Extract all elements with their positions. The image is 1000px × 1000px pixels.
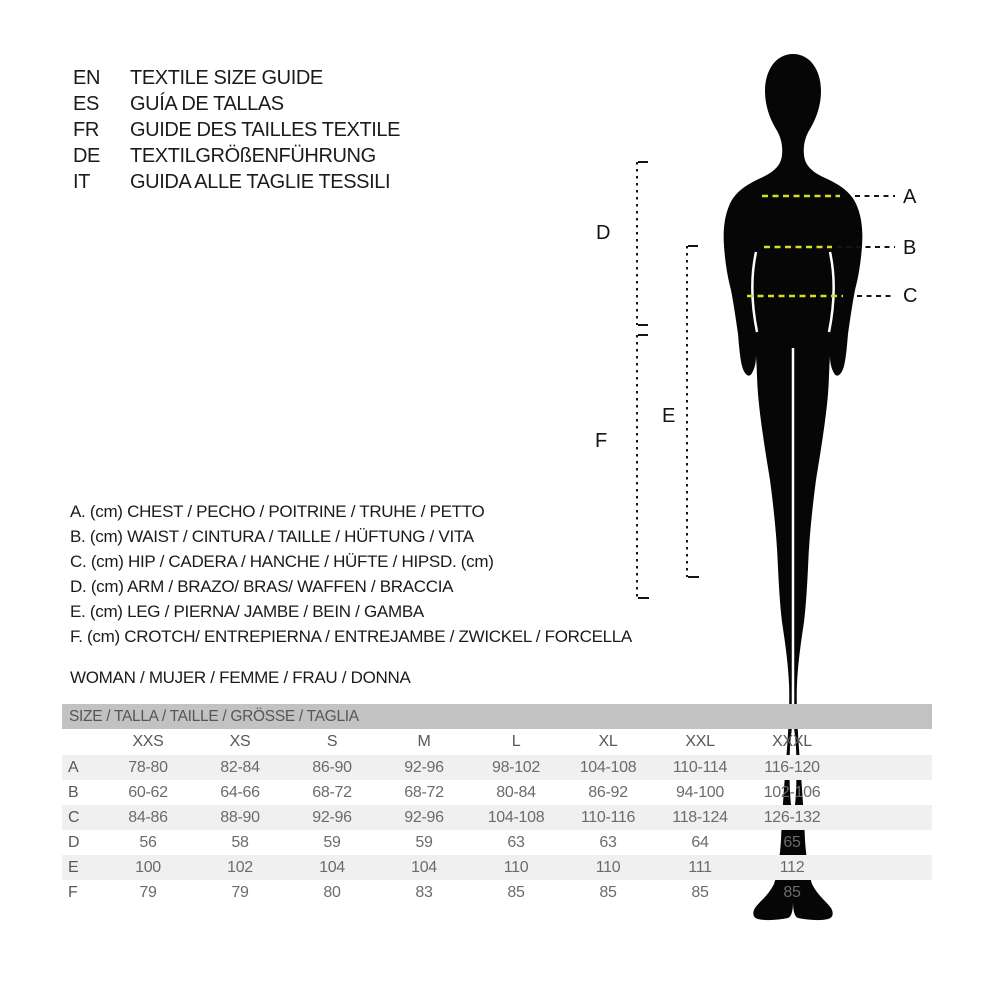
size-value: 110-116 bbox=[580, 809, 636, 826]
size-value: 92-96 bbox=[404, 809, 444, 826]
size-value: 63 bbox=[599, 834, 617, 851]
language-row bbox=[73, 91, 400, 117]
language-row bbox=[73, 117, 400, 143]
size-value: 64-66 bbox=[220, 784, 260, 801]
size-value: 78-80 bbox=[128, 759, 168, 776]
column-header: XL bbox=[598, 733, 618, 750]
size-value: 85 bbox=[691, 884, 709, 901]
language-code: DE bbox=[73, 145, 100, 167]
size-value: 79 bbox=[231, 884, 249, 901]
column-header: M bbox=[417, 733, 431, 750]
row-label: C bbox=[68, 809, 80, 826]
column-header: XS bbox=[229, 733, 251, 750]
size-value: 58 bbox=[231, 834, 249, 851]
column-header: XXS bbox=[132, 733, 164, 750]
row-label: B bbox=[68, 784, 79, 801]
legend-item: B. (cm) WAIST / CINTURA / TAILLE / HÜFTUNG / VITA bbox=[70, 527, 474, 546]
language-row bbox=[73, 143, 400, 169]
language-row bbox=[73, 65, 400, 91]
size-value: 64 bbox=[691, 834, 709, 851]
size-value: 92-96 bbox=[404, 759, 444, 776]
size-value: 59 bbox=[415, 834, 433, 851]
size-value: 79 bbox=[139, 884, 157, 901]
legend-item: A. (cm) CHEST / PECHO / POITRINE / TRUHE / PETTO bbox=[70, 502, 485, 521]
size-value: 110-114 bbox=[672, 759, 728, 776]
size-value: 85 bbox=[783, 884, 801, 901]
size-value: 104 bbox=[319, 859, 345, 876]
table-row bbox=[62, 755, 932, 780]
column-header: S bbox=[326, 733, 338, 750]
size-value: 80 bbox=[323, 884, 341, 901]
size-value: 84-86 bbox=[128, 809, 168, 826]
legend-item: E. (cm) LEG / PIERNA/ JAMBE / BEIN / GAMBA bbox=[70, 602, 424, 621]
size-value: 116-120 bbox=[764, 759, 820, 776]
section-title: WOMAN / MUJER / FEMME / FRAU / DONNA bbox=[70, 668, 411, 687]
marker-label-arm: D bbox=[596, 222, 611, 244]
size-value: 100 bbox=[135, 859, 161, 876]
language-title: TEXTILGRÖßENFÜHRUNG bbox=[130, 145, 376, 167]
size-value: 63 bbox=[507, 834, 525, 851]
size-value: 104-108 bbox=[487, 809, 545, 826]
marker-label-chest: A bbox=[903, 186, 917, 208]
language-title: GUIDE DES TAILLES TEXTILE bbox=[130, 119, 401, 141]
marker-label-hip: C bbox=[903, 285, 918, 307]
row-label: F bbox=[68, 884, 78, 901]
crotch-length-bracket bbox=[637, 335, 649, 598]
leg-length-bracket bbox=[687, 246, 699, 577]
size-value: 94-100 bbox=[675, 784, 725, 801]
column-header: XXL bbox=[685, 733, 715, 750]
table-row bbox=[62, 830, 932, 855]
size-value: 59 bbox=[323, 834, 341, 851]
size-value: 110 bbox=[595, 859, 621, 876]
size-value: 98-102 bbox=[491, 759, 541, 776]
size-value: 85 bbox=[599, 884, 617, 901]
spacer-cell bbox=[838, 780, 932, 805]
size-value: 104 bbox=[411, 859, 437, 876]
spacer-cell bbox=[838, 855, 932, 880]
size-value: 68-72 bbox=[312, 784, 352, 801]
column-header: XXXL bbox=[772, 733, 812, 750]
size-value: 83 bbox=[415, 884, 433, 901]
row-label: E bbox=[68, 859, 79, 876]
language-title: TEXTILE SIZE GUIDE bbox=[130, 67, 323, 89]
size-value: 68-72 bbox=[404, 784, 444, 801]
size-value: 102 bbox=[227, 859, 253, 876]
spacer-cell bbox=[838, 729, 932, 755]
size-value: 80-84 bbox=[496, 784, 536, 801]
marker-label-waist: B bbox=[903, 237, 917, 259]
table-row bbox=[62, 805, 932, 830]
legend-item: D. (cm) ARM / BRAZO/ BRAS/ WAFFEN / BRACCIA bbox=[70, 577, 454, 596]
legend-item: C. (cm) HIP / CADERA / HANCHE / HÜFTE / HIPSD. (cm) bbox=[70, 552, 494, 571]
size-value: 112 bbox=[779, 859, 805, 876]
language-code: IT bbox=[73, 171, 90, 193]
size-value: 104-108 bbox=[579, 759, 637, 776]
size-value: 82-84 bbox=[220, 759, 260, 776]
table-row bbox=[62, 780, 932, 805]
table-column-headers bbox=[62, 729, 932, 755]
size-value: 126-132 bbox=[763, 809, 821, 826]
size-value: 110 bbox=[503, 859, 529, 876]
size-value: 65 bbox=[783, 834, 801, 851]
language-title: GUIDA ALLE TAGLIE TESSILI bbox=[130, 171, 391, 193]
size-value: 86-90 bbox=[312, 759, 352, 776]
language-row bbox=[73, 169, 400, 195]
row-label: A bbox=[68, 759, 79, 776]
corner-cell bbox=[62, 729, 102, 755]
row-label: D bbox=[68, 834, 80, 851]
size-table bbox=[62, 704, 932, 905]
language-code: FR bbox=[73, 119, 99, 141]
spacer-cell bbox=[838, 880, 932, 905]
measurement-legend bbox=[70, 499, 632, 649]
column-header: L bbox=[511, 733, 521, 750]
marker-label-leg: E bbox=[662, 405, 676, 427]
language-code: ES bbox=[73, 93, 99, 115]
language-list bbox=[73, 65, 400, 195]
marker-label-crotch: F bbox=[595, 430, 607, 452]
legend-item: F. (cm) CROTCH/ ENTREPIERNA / ENTREJAMBE / ZWICKEL / FORCELLA bbox=[70, 627, 632, 646]
spacer-cell bbox=[838, 755, 932, 780]
size-value: 92-96 bbox=[312, 809, 352, 826]
spacer-cell bbox=[838, 830, 932, 855]
size-value: 111 bbox=[688, 859, 712, 876]
arm-length-bracket bbox=[637, 162, 648, 325]
table-title-band: SIZE / TALLA / TAILLE / GRÖSSE / TAGLIA bbox=[62, 704, 932, 729]
language-title: GUÍA DE TALLAS bbox=[130, 93, 284, 115]
size-value: 86-92 bbox=[588, 784, 628, 801]
size-value: 88-90 bbox=[220, 809, 260, 826]
language-code: EN bbox=[73, 67, 100, 89]
spacer-cell bbox=[838, 805, 932, 830]
table-body bbox=[62, 755, 932, 905]
size-value: 85 bbox=[507, 884, 525, 901]
table-row bbox=[62, 880, 932, 905]
size-value: 56 bbox=[139, 834, 157, 851]
size-value: 102-106 bbox=[763, 784, 821, 801]
size-value: 60-62 bbox=[128, 784, 168, 801]
size-value: 118-124 bbox=[672, 809, 728, 826]
table-row bbox=[62, 855, 932, 880]
